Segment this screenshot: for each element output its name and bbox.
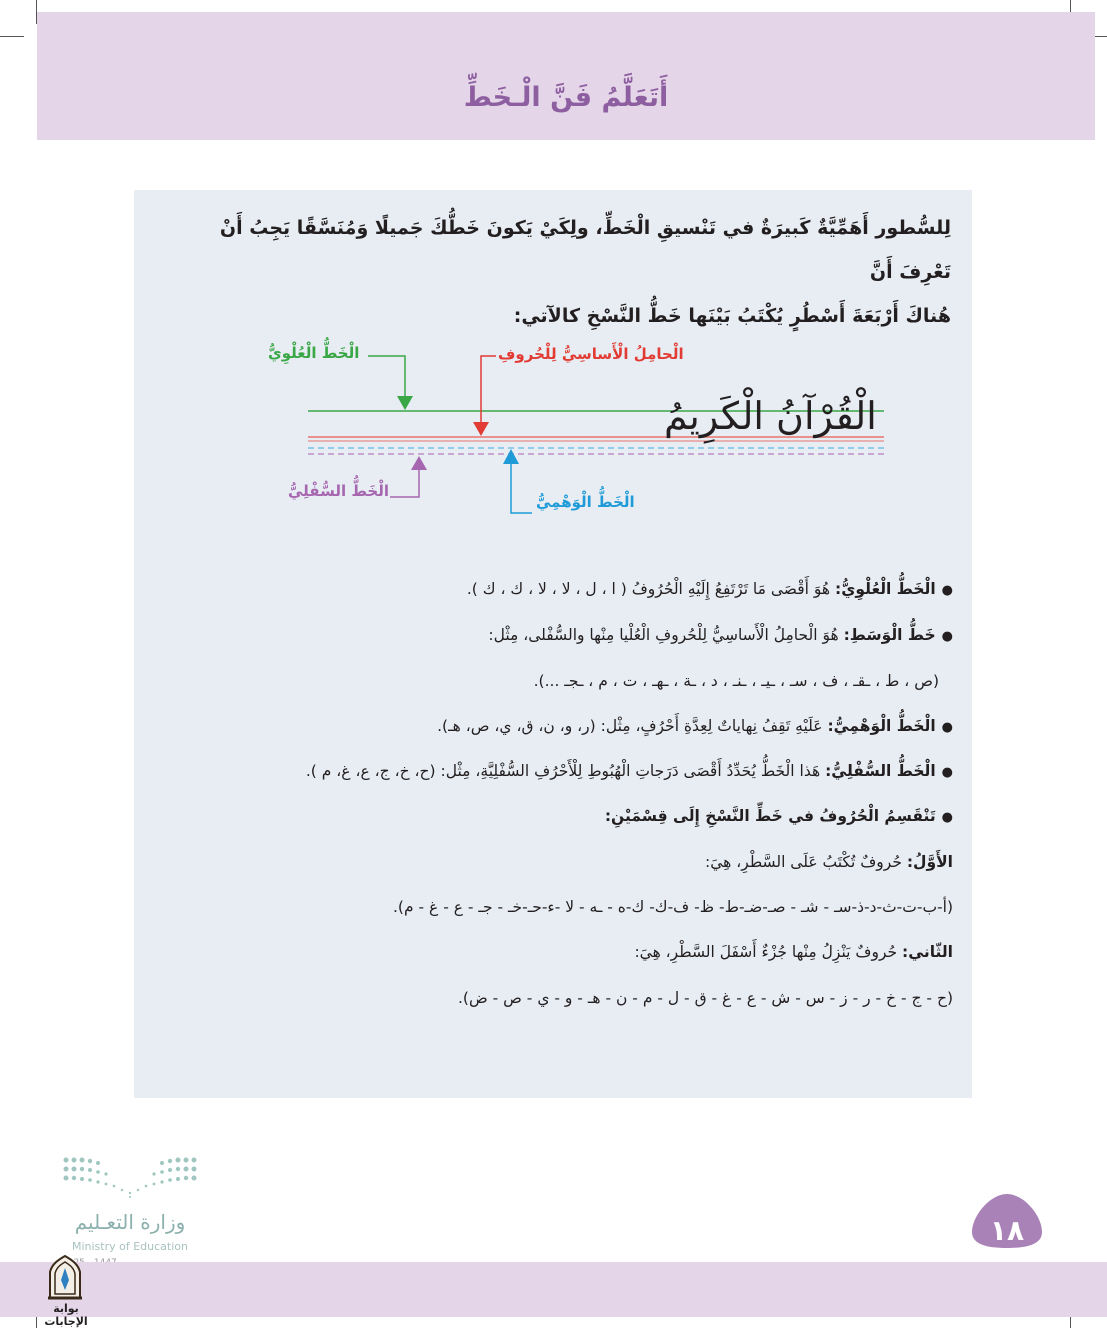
answers-portal-logo-icon [44, 1254, 86, 1302]
bottom-line-arrow [411, 456, 427, 470]
imaginary-line-connector [511, 462, 532, 513]
top-line-arrow [397, 396, 413, 410]
bullet-icon: ● [941, 765, 953, 780]
label-bottom-line: الْخَطُّ السُّفْلِيُّ [288, 482, 390, 500]
ministry-logo-icon [62, 1156, 198, 1200]
ministry-name-arabic: وزارة التعـليم [74, 1210, 186, 1234]
intro-line-2: هُناكَ أَرْبَعَةَ أَسْطُرٍ يُكْتَبُ بَيْنَها خَطُّ النَّسْخِ كالآتي: [513, 305, 951, 327]
intro-line-1: لِلسُّطور أَهَمِّيَّةٌ كَبيرَةٌ في تَنْسيقِ الْخَطِّ، ولِكَيْ يَكونَ خَطُّكَ جَميلًا وَمُنَسَّقًا يَجِبُ أَنْ تَعْرِفَ أَنَّ [219, 217, 951, 283]
bullet-icon: ● [941, 810, 953, 825]
bullet-icon: ● [941, 629, 953, 644]
answers-portal-text: بوابة الإجابات [44, 1302, 88, 1328]
point-letter-division: ●تَنْقَسِمُ الْحُرُوفُ في خَطِّ النَّسْخِ إِلَى قِسْمَيْنِ: [604, 807, 953, 825]
point-middle-line: ●خَطُّ الْوَسَطِ: هُوَ الْحامِلُ الْأَساسِيُّ لِلْحُروفِ الْعُلْيا مِنْها والسُّفْلى، مِثْل: [488, 626, 953, 644]
label-base-line: الْحامِلُ الْأَساسِيُّ لِلْحُروفِ [498, 345, 684, 363]
label-top-line: الْخَطُّ الْعُلْوِيُّ [268, 344, 360, 362]
top-line-connector [368, 356, 405, 400]
imaginary-line-arrow [503, 449, 519, 464]
base-line-connector [481, 356, 496, 424]
sample-calligraphy: الْقُرْآنُ الْكَرِيمُ [664, 394, 877, 438]
point-top-line: ●الْخَطُّ الْعُلْوِيُّ: هُوَ أَقْصَى مَا تَرْتَفِعُ إِلَيْهِ الْحُرُوفُ ( ا ، ل ، لا ، لا ، ك ، ك ). [466, 580, 953, 598]
page-number-badge [966, 1188, 1048, 1254]
base-line-arrow [473, 422, 489, 436]
bullet-icon: ● [941, 720, 953, 735]
bullet-icon: ● [941, 583, 953, 598]
point-bottom-line: ●الْخَطُّ السُّفْلِيُّ: هَذا الْخَطُّ يُحَدِّدُ أَقْصَى دَرَجاتِ الْهُبُوطِ لِلْأَحْرُفِ السُّفْلِيَّةِ، مِثْل: (ح، خ، ج، ع، غ، م ). [305, 762, 953, 780]
page-number: ١٨ [989, 1214, 1025, 1247]
label-imaginary-line: الْخَطُّ الْوَهْمِيُّ [536, 493, 635, 511]
point-middle-examples: (ص ، ط ، ـقـ ، ف ، سـ ، ـيـ ، ـنـ ، د ، ـة ، ـهـ ، ت ، م ، ـجـ ...). [533, 672, 939, 690]
first-group-heading: الأَوَّلُ: حُروفٌ تُكْتَبُ عَلَى السَّطْرِ، هِيَ: [705, 853, 953, 871]
second-group-heading: الثّاني: حُروفٌ يَنْزِلُ مِنْها جُزْءٌ أَسْفَلَ السَّطْرِ، هِيَ: [634, 943, 953, 961]
bottom-line-connector [390, 468, 419, 497]
second-group-letters: (ح - ج - خ - ر - ز - س - ش - ع - غ - ق - ل - م - ن - هـ - و - ي - ص - ض). [457, 989, 953, 1007]
writing-lines-diagram [0, 0, 1107, 560]
point-imaginary-line: ●الْخَطُّ الْوَهْمِيُّ: عَلَيْهِ تَقِفُ نِهاياتٌ لِعِدَّةِ أَحْرُفٍ، مِثْل: (ر، و، ن، ق، ي، ص، هـ). [437, 717, 953, 735]
ministry-name-english: Ministry of Education [71, 1240, 188, 1253]
first-group-letters: (أ-ب-ت-ث-د-ذ-سـ - شـ - صـ-ضـ-ط- ظ- ف-ك- ك-ه - ـه - لا -ء-حـ-خـ - جـ - ع - غ - م). [393, 898, 953, 916]
footer-band [0, 1262, 1107, 1317]
page-title: أَتَعَلَّمُ فَنَّ الْـخَطِّ [463, 82, 669, 113]
